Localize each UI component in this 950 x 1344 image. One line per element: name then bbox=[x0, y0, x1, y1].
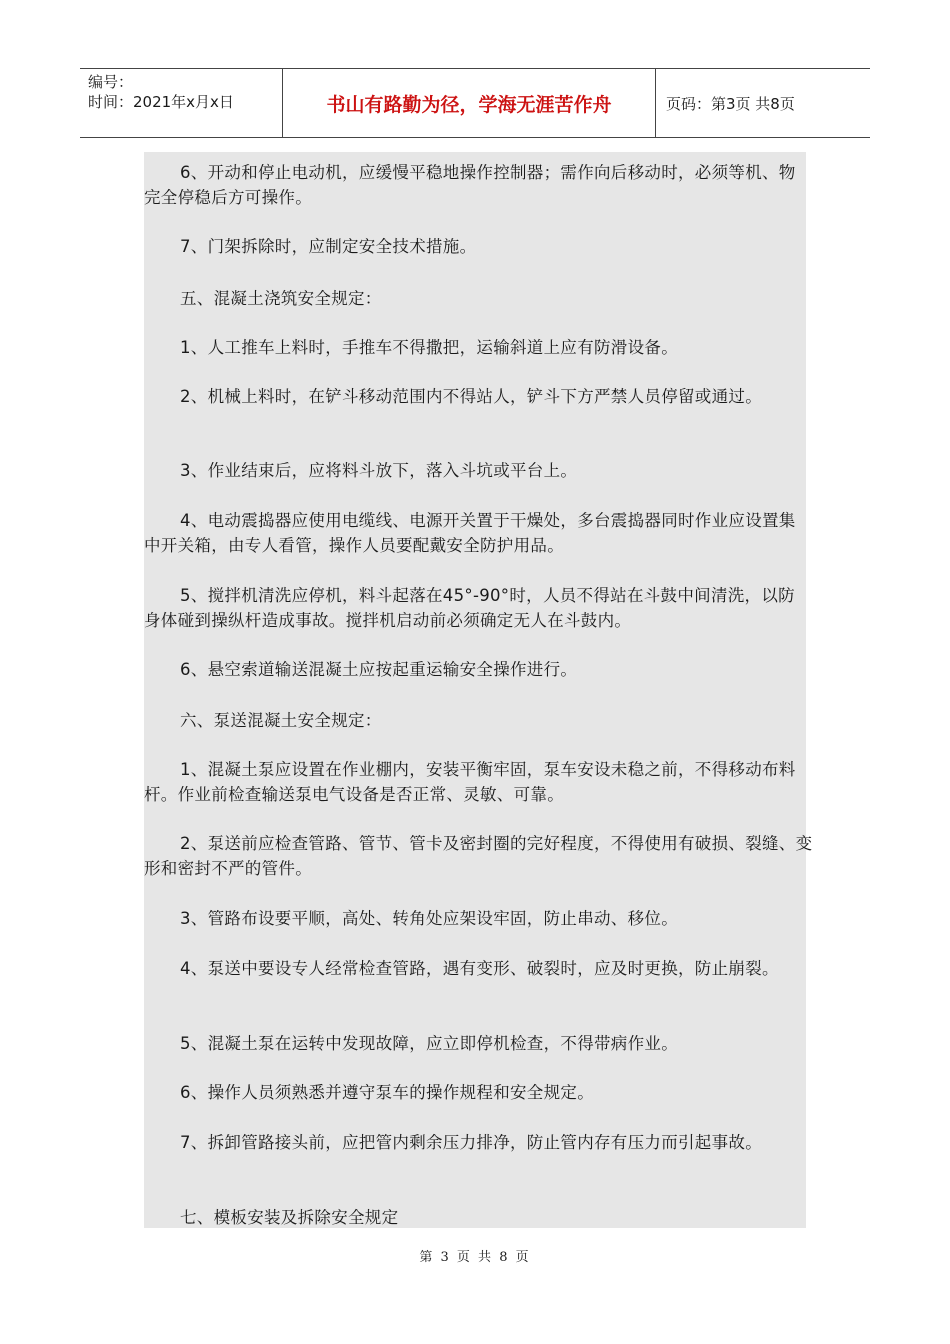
document-body bbox=[144, 152, 813, 1228]
paragraph: 4、泵送中要设专人经常检查管路，遇有变形、破裂时，应及时更换，防止崩裂。 bbox=[180, 959, 779, 978]
section-heading: 六、泵送混凝土安全规定： bbox=[180, 711, 382, 730]
paragraph: 2、机械上料时，在铲斗移动范围内不得站人，铲斗下方严禁人员停留或通过。 bbox=[180, 387, 762, 406]
header-page-info: 页码：第3页 共8页 bbox=[666, 94, 795, 113]
paragraph: 5、搅拌机清洗应停机，料斗起落在45°-90°时，人员不得站在斗鼓中间清洗，以防身体碰到操纵杆造成事故。搅拌机启动前必须确定无人在斗鼓内。 bbox=[144, 586, 795, 630]
paragraph: 3、管路布设要平顺，高处、转角处应架设牢固，防止串动、移位。 bbox=[180, 909, 678, 928]
header-meta bbox=[80, 69, 282, 137]
paragraph: 6、操作人员须熟悉并遵守泵车的操作规程和安全规定。 bbox=[180, 1083, 594, 1102]
code-label: 编号： bbox=[88, 73, 134, 91]
paragraph: 7、门架拆除时，应制定安全技术措施。 bbox=[180, 237, 477, 256]
paragraph: 2、泵送前应检查管路、管节、管卡及密封圈的完好程度，不得使用有破损、裂缝、变形和密封不严的管件。 bbox=[144, 834, 813, 878]
time-label: 时间：2021年x月x日 bbox=[88, 93, 234, 111]
page-footer: 第 3 页 共 8 页 bbox=[419, 1250, 531, 1265]
section-heading: 七、模板安装及拆除安全规定 bbox=[180, 1208, 399, 1227]
section-heading: 五、混凝土浇筑安全规定： bbox=[180, 289, 382, 308]
paragraph: 1、混凝土泵应设置在作业棚内，安装平衡牢固，泵车安设未稳之前，不得移动布料杆。作业前检查输送泵电气设备是否正常、灵敏、可靠。 bbox=[144, 760, 796, 804]
paragraph: 5、混凝土泵在运转中发现故障，应立即停机检查，不得带病作业。 bbox=[180, 1034, 678, 1053]
paragraph: 3、作业结束后，应将料斗放下，落入斗坑或平台上。 bbox=[180, 461, 578, 480]
paragraph: 6、悬空索道输送混凝土应按起重运输安全操作进行。 bbox=[180, 660, 578, 679]
paragraph: 4、电动震捣器应使用电缆线、电源开关置于干燥处，多台震捣器同时作业应设置集中开关箱，由专人看管，操作人员要配戴安全防护用品。 bbox=[144, 511, 796, 555]
paragraph: 1、人工推车上料时，手推车不得撒把，运输斜道上应有防滑设备。 bbox=[180, 338, 678, 357]
paragraph: 6、开动和停止电动机，应缓慢平稳地操作控制器；需作向后移动时，必须等机、物完全停稳后方可操作。 bbox=[144, 163, 796, 207]
header-motto: 书山有路勤为径，学海无涯苦作舟 bbox=[282, 69, 656, 137]
paragraph: 7、拆卸管路接头前，应把管内剩余压力排净，防止管内存有压力而引起事故。 bbox=[180, 1133, 762, 1152]
page-header bbox=[80, 68, 870, 138]
